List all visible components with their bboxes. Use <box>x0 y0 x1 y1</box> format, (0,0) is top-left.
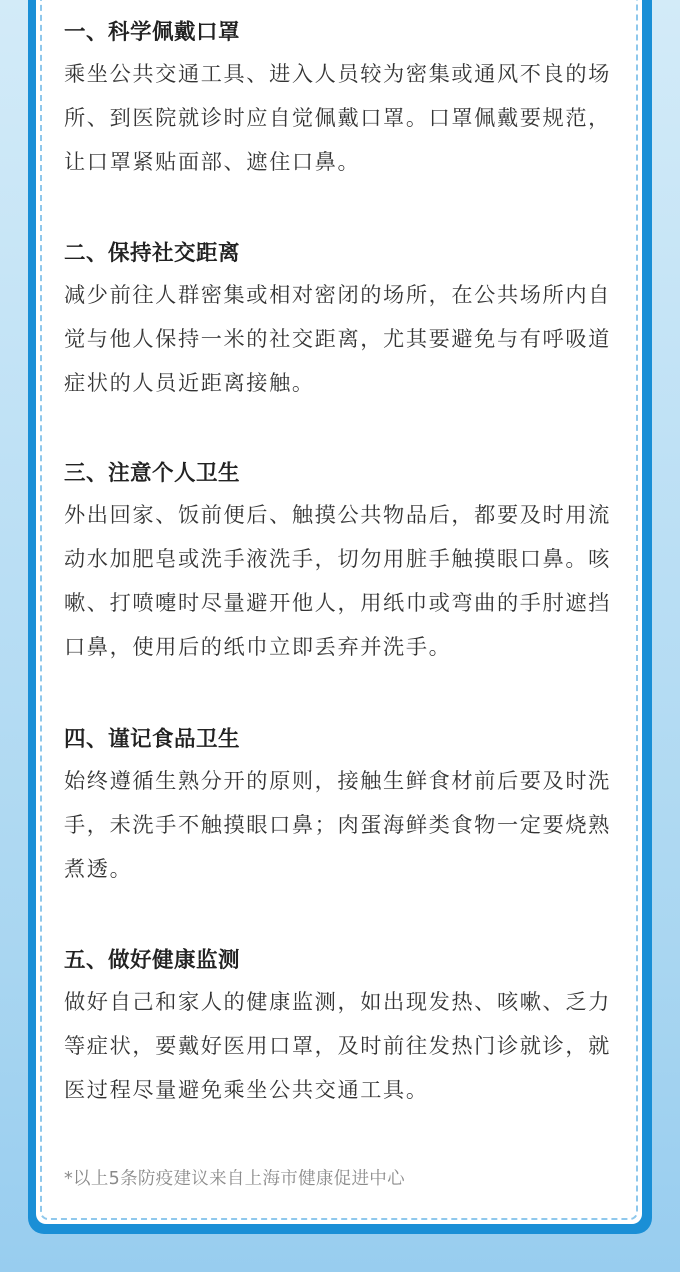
section-monitoring <box>64 946 624 1112</box>
section-body: 始终遵循生熟分开的原则，接触生鲜食材前后要及时洗手，未洗手不触摸眼口鼻；肉蛋海鲜类食物一定要烧熟煮透。 <box>64 768 611 881</box>
section-title: 一、科学佩戴口罩 <box>64 20 241 45</box>
section-body: 乘坐公共交通工具、进入人员较为密集或通风不良的场所、到医院就诊时应自觉佩戴口罩。口罩佩戴要规范，让口罩紧贴面部、遮住口鼻。 <box>64 61 611 174</box>
section-title: 二、保持社交距离 <box>64 241 241 266</box>
section-food <box>64 725 624 891</box>
section-title: 三、注意个人卫生 <box>64 461 241 486</box>
source-footnote: *以上5条防疫建议来自上海市健康促进中心 <box>64 1169 405 1189</box>
section-hygiene <box>64 459 624 669</box>
section-body: 做好自己和家人的健康监测，如出现发热、咳嗽、乏力等症状，要戴好医用口罩，及时前往发热门诊就诊，就医过程尽量避免乘坐公共交通工具。 <box>64 989 611 1102</box>
section-distance <box>64 239 624 405</box>
section-body: 减少前往人群密集或相对密闭的场所，在公共场所内自觉与他人保持一米的社交距离，尤其要避免与有呼吸道症状的人员近距离接触。 <box>64 282 611 395</box>
section-mask <box>64 18 624 184</box>
section-title: 五、做好健康监测 <box>64 948 241 973</box>
section-title: 四、谨记食品卫生 <box>64 727 241 752</box>
section-body: 外出回家、饭前便后、触摸公共物品后，都要及时用流动水加肥皂或洗手液洗手，切勿用脏手触摸眼口鼻。咳嗽、打喷嚏时尽量避开他人，用纸巾或弯曲的手肘遮挡口鼻，使用后的纸巾立即丢弃并洗手。 <box>64 502 611 659</box>
